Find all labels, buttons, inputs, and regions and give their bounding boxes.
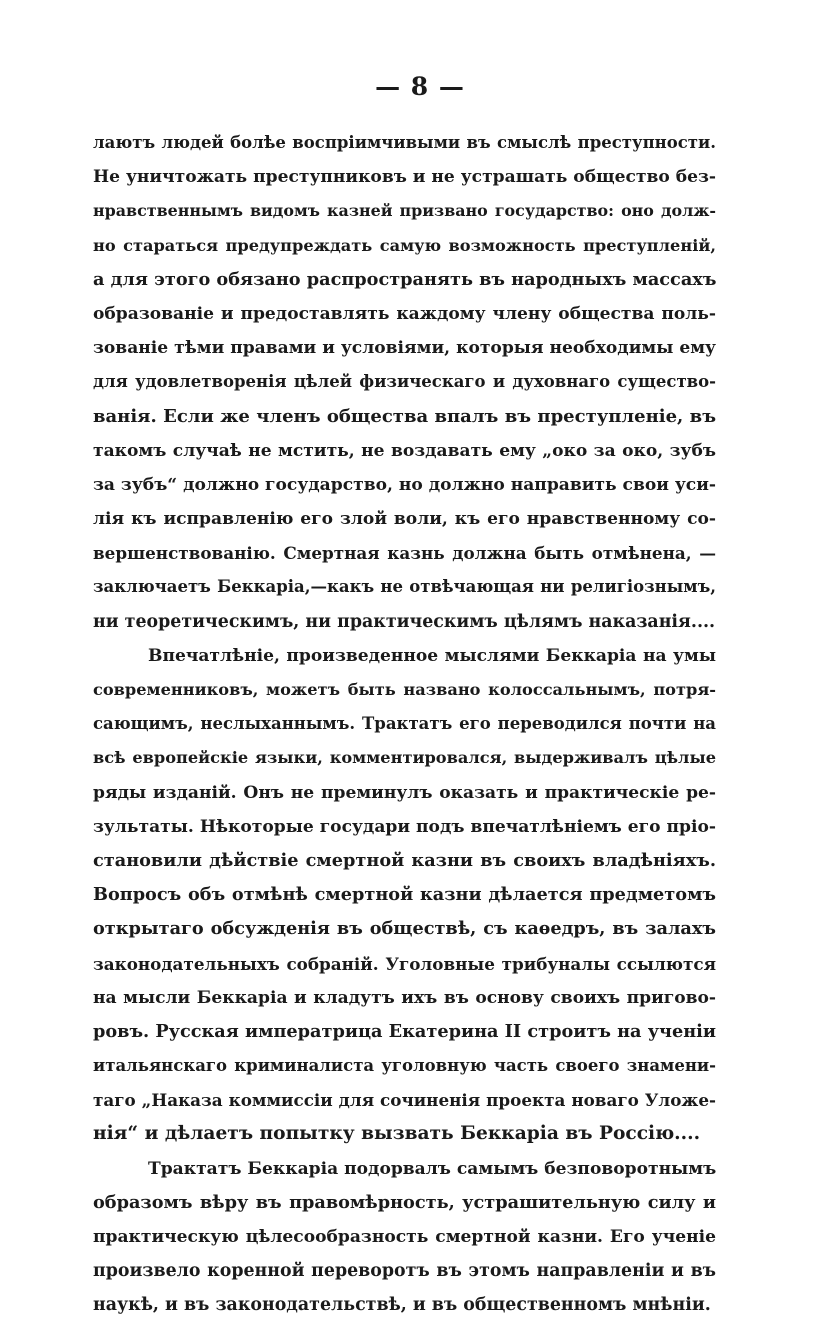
text-line: зультаты. Нѣкоторые государи подъ впечатлѣніемъ его пріо- [93, 816, 716, 837]
text-line: становили дѣйствіе смертной казни въ своихъ владѣніяхъ. [93, 849, 716, 871]
page-number: — 8 — [375, 72, 465, 101]
text-line: современниковъ, можетъ быть названо колоссальнымъ, потря- [93, 680, 716, 699]
text-line: ровъ. Русская императрица Екатерина II строитъ на ученіи [93, 1020, 716, 1042]
text-line: но стараться предупреждать самую возможность преступленій, [93, 235, 716, 255]
text-line: такомъ случаѣ не мстить, не воздавать ему „око за око, зубъ [93, 440, 716, 461]
text-line: Трактатъ Беккаріа подорвалъ самымъ безповоротнымъ [148, 1158, 717, 1179]
paragraph [93, 639, 716, 1152]
text-line: всѣ европейскіе языки, комментировался, выдерживалъ цѣлые [93, 748, 716, 768]
text-line: сающимъ, неслыханнымъ. Трактатъ его переводился почти на [93, 714, 716, 734]
text-line: произвело коренной переворотъ въ этомъ направленіи и въ [93, 1261, 716, 1282]
text-line: лаютъ людей болѣе воспріимчивыми въ смыслѣ преступности. [93, 133, 716, 152]
text-line: за зубъ“ должно государство, но должно направить свои уси- [93, 474, 716, 495]
text-line: практическую цѣлесообразность смертной казни. Его ученіе [93, 1227, 716, 1247]
text-line: для удовлетворенія цѣлей физическаго и духовнаго существо- [93, 372, 716, 392]
paragraph [93, 1152, 716, 1323]
text-line: нія“ и дѣлаетъ попытку вызвать Беккаріа въ Россію.... [93, 1123, 701, 1145]
text-line: образованіе и предоставлять каждому члену общества поль- [93, 303, 716, 324]
text-line: итальянскаго криминалиста уголовную часть своего знамени- [93, 1056, 716, 1076]
paragraph [93, 126, 716, 639]
text-line: открытаго обсужденія въ обществѣ, съ каѳедръ, въ залахъ [93, 918, 716, 940]
text-line: Вопросъ объ отмѣнѣ смертной казни дѣлается предметомъ [93, 884, 716, 906]
text-line: лія къ исправленію его злой воли, къ его нравственному со- [93, 509, 716, 530]
text-line: зованіе тѣми правами и условіями, которыя необходимы ему [93, 338, 716, 359]
text-line: а для этого обязано распространять въ народныхъ массахъ [93, 268, 717, 290]
text-line: законодательныхъ собраній. Уголовные трибуналы ссылются [93, 953, 716, 974]
text-line: вершенствованію. Смертная казнь должна быть отмѣнена, — [93, 543, 716, 564]
text-line: Впечатлѣніе, произведенное мыслями Беккаріа на умы [148, 645, 716, 666]
text-line: ряды изданій. Онъ не преминулъ оказать и практическіе ре- [93, 782, 716, 803]
body-text [93, 126, 716, 1323]
text-line: Не уничтожать преступниковъ и не устрашать общество без- [93, 167, 716, 188]
text-line: таго „Наказа коммиссіи для сочиненія проекта новаго Уложе- [93, 1090, 716, 1111]
text-line: ванія. Если же членъ общества впалъ въ преступленіе, въ [93, 405, 716, 427]
text-line: ни теоретическимъ, ни практическимъ цѣлямъ наказанія.... [93, 611, 716, 632]
text-line: на мысли Беккаріа и кладутъ ихъ въ основу своихъ пригово- [93, 987, 716, 1008]
text-line: образомъ вѣру въ правомѣрность, устрашительную силу и [93, 1191, 716, 1213]
text-line: наукѣ, и въ законодательствѣ, и въ общественномъ мнѣніи. [93, 1295, 711, 1316]
text-line: заключаетъ Беккаріа,—какъ не отвѣчающая ни религіознымъ, [93, 577, 716, 597]
text-line: нравственнымъ видомъ казней призвано государство: оно долж- [93, 201, 716, 221]
